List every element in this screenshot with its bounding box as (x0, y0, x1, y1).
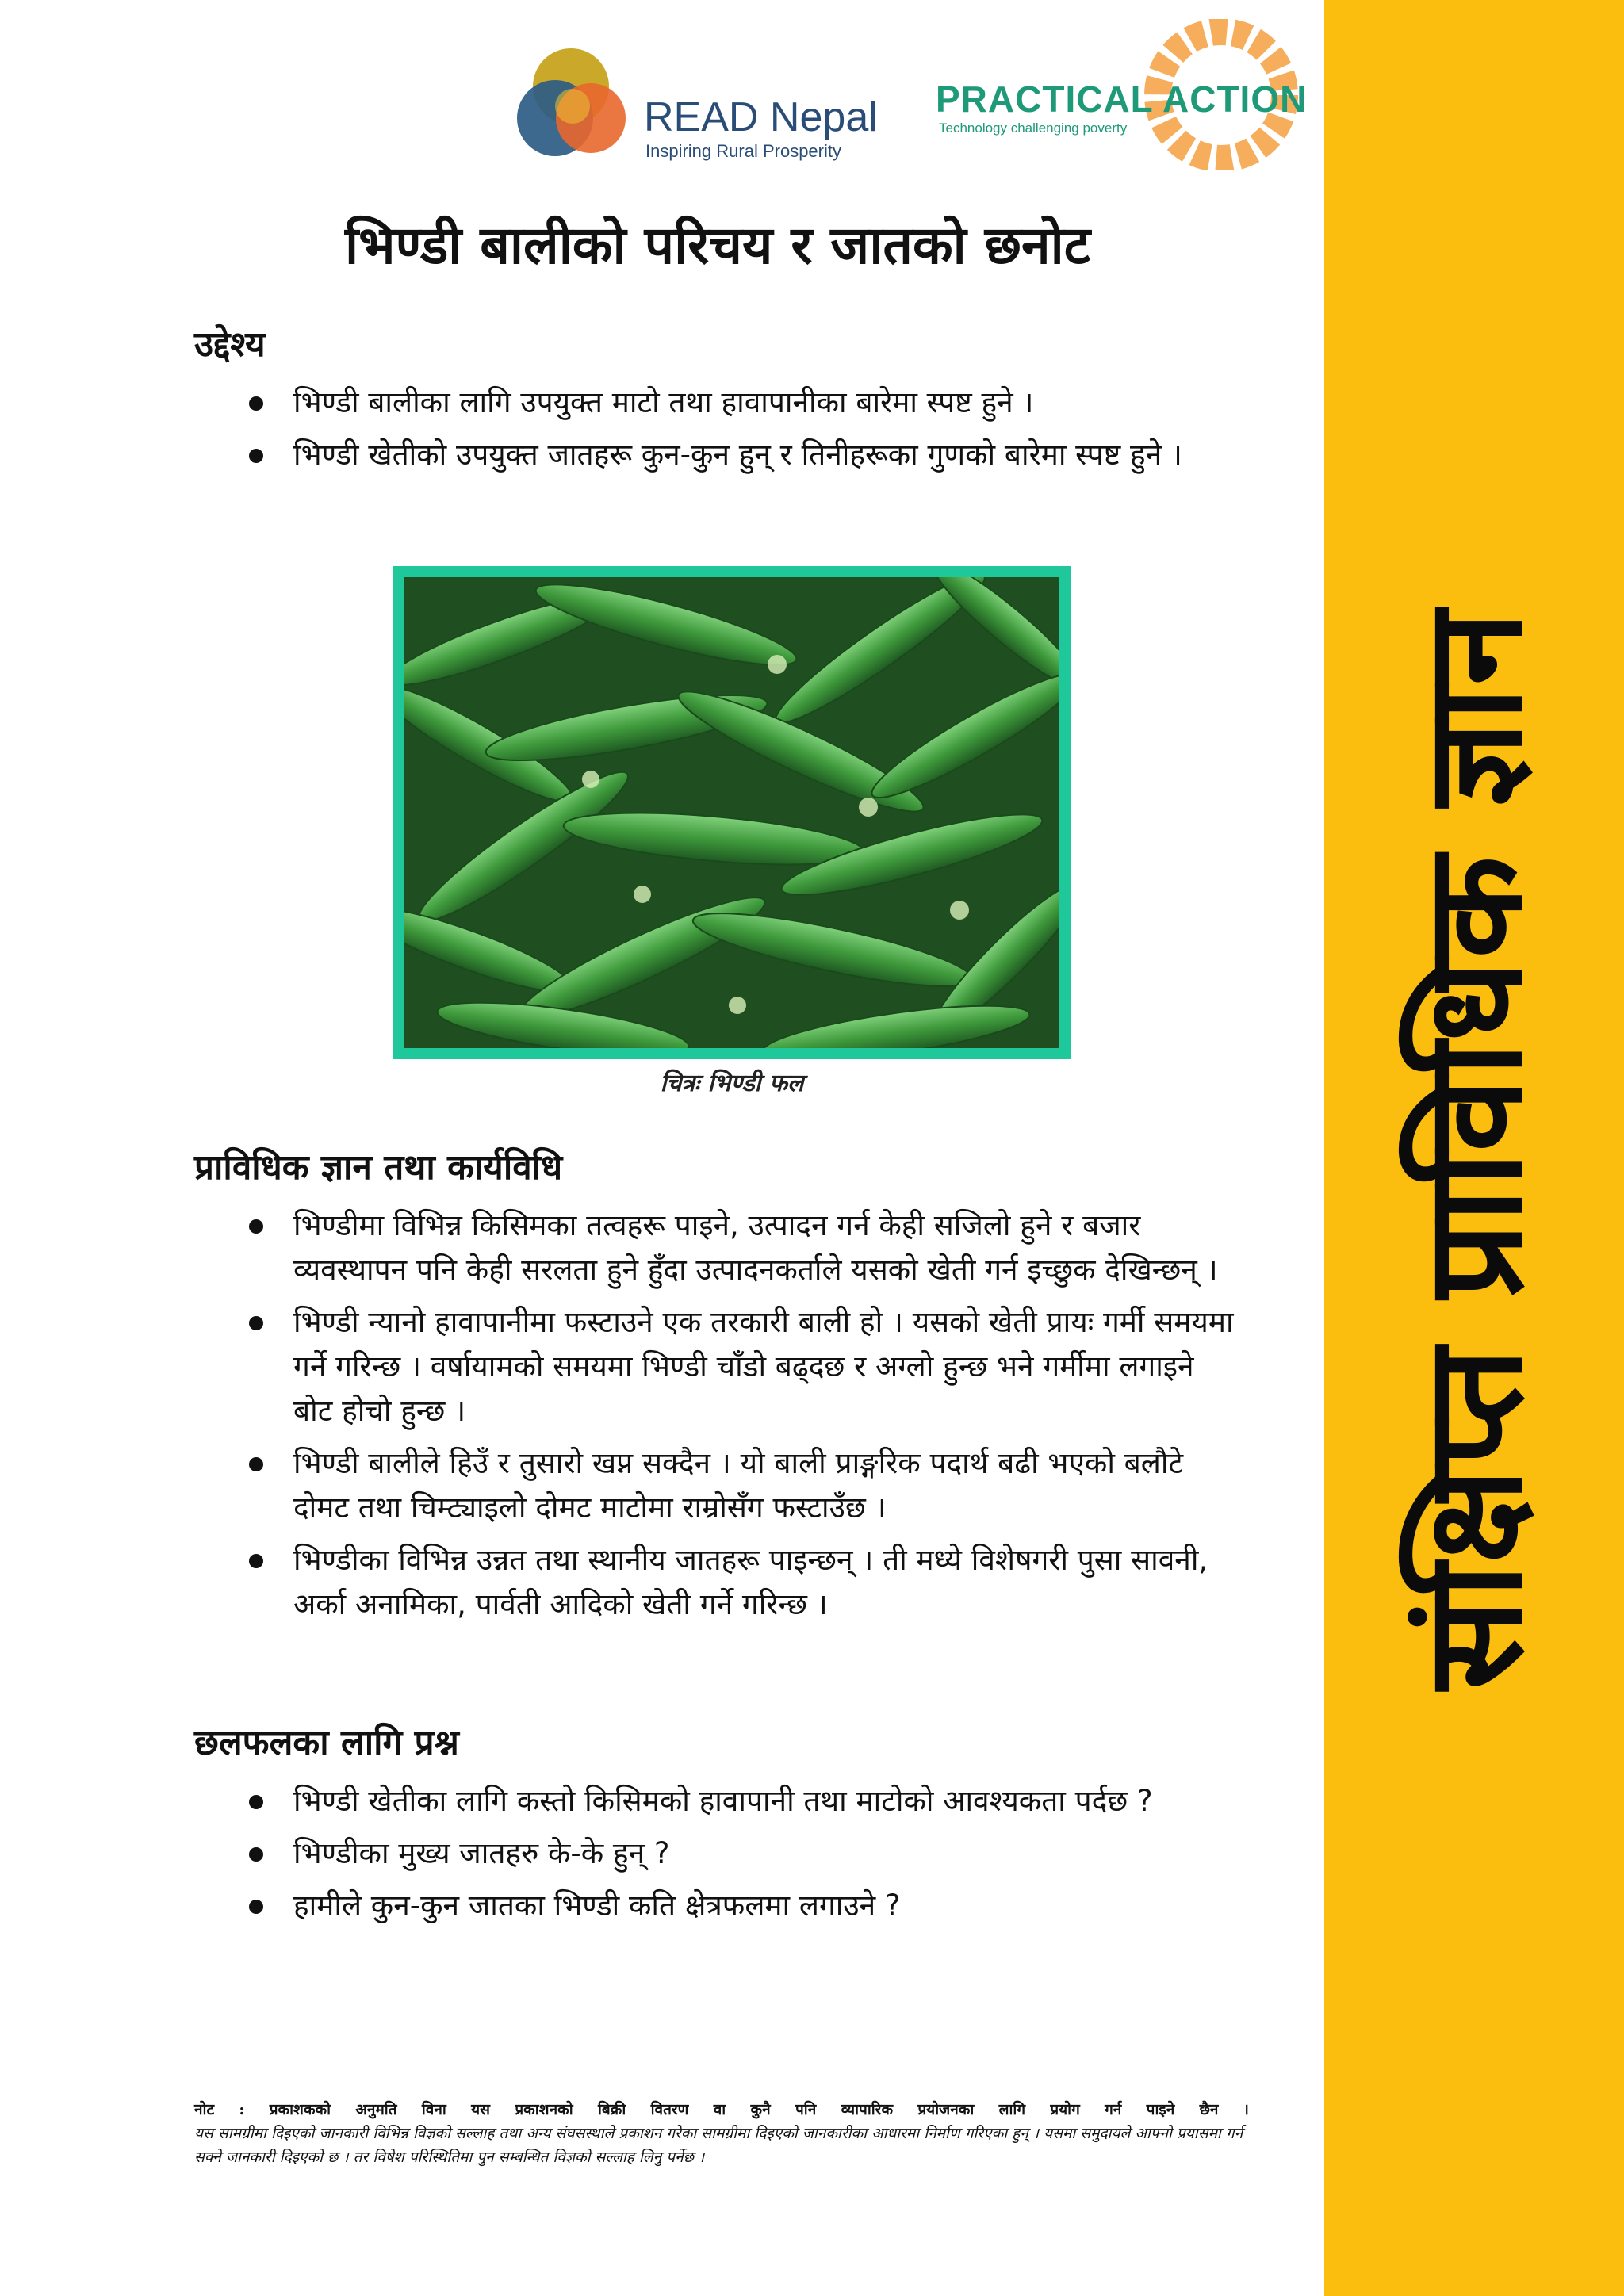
footnote (194, 2098, 1249, 2169)
technical-item: भिण्डीमा विभिन्न किसिमका तत्वहरू पाइने, उत्पादन गर्न केही सजिलो हुने र बजार व्यवस्थापन पनि केही सरलता हुने हुँदा उत्पादनकर्ताले यसको खेती गर्न इच्छुक देखिन्छन् । (293, 1203, 1249, 1292)
technical-list (194, 1203, 1249, 1627)
technical-item: भिण्डी न्यानो हावापानीमा फस्टाउने एक तरकारी बाली हो । यसको खेती प्रायः गर्मी समयमा गर्ने गरिन्छ । वर्षायामको समयमा भिण्डी चाँडो बढ्दछ र अग्लो हुन्छ भने गर्मीमा लगाइने बोट होचो हुन्छ । (293, 1300, 1249, 1433)
technical-heading: प्राविधिक ज्ञान तथा कार्यविधि (194, 1147, 563, 1188)
objective-section (194, 319, 1249, 485)
okra-photo (393, 566, 1071, 1059)
technical-item: भिण्डी बालीले हिउँ र तुसारो खप्न सक्दैन । यो बाली प्राङ्गरिक पदार्थ बढी भएको बलौटे दोमट तथा चिम्ट्याइलो दोमट माटोमा राम्रोसँग फस्टाउँछ । (293, 1441, 1249, 1530)
discussion-item: भिण्डीका मुख्य जातहरु के-के हुन् ? (293, 1831, 1249, 1876)
page-title: भिण्डी बालीको परिचय र जातको छनोट (344, 215, 1091, 276)
technical-section (194, 1142, 1249, 1635)
photo-caption: चित्रः भिण्डी फल (660, 1070, 804, 1097)
footnote-copyright: नोट : प्रकाशकको अनुमति विना यस प्रकाशनको बिक्री वितरण वा कुनै पनि व्यापारिक प्रयोजनका लागि प्रयोग गर्न पाइने छैन । (194, 2101, 1249, 2118)
footnote-disclaimer: यस सामग्रीमा दिइएको जानकारी विभिन्न विज्ञको सल्लाह तथा अन्य संघसस्थाले प्रकाशन गरेका सामग्रीमा दिइएको जानकारीका आधारमा निर्माण गरिएका हुन् । यसमा समुदायले आफ्नो प्रयासमा गर्न सक्ने जानकारी दिइएको छ । तर विषेश परिस्थितिमा पुन सम्बन्धित विज्ञको सल्लाह लिनु पर्नेछ । (194, 2125, 1243, 2166)
practical-action-name: PRACTICAL ACTION (936, 78, 1308, 120)
technical-item: भिण्डीका विभिन्न उन्नत तथा स्थानीय जातहरू पाइन्छन् । ती मध्ये विशेषगरी पुसा सावनी, अर्का अनामिका, पार्वती आदिको खेती गर्ने गरिन्छ । (293, 1538, 1249, 1627)
sidebar-vertical-title: संक्षिप्त प्राविधिक ज्ञान (1396, 609, 1552, 1690)
discussion-item: भिण्डी खेतीका लागि कस्तो किसिमको हावापानी तथा माटोको आवश्यकता पर्दछ ? (293, 1779, 1249, 1823)
discussion-list (194, 1779, 1249, 1928)
read-nepal-logo (508, 43, 888, 162)
practical-action-tagline: Technology challenging poverty (939, 121, 1128, 136)
read-nepal-name: READ Nepal (644, 94, 878, 140)
objective-heading: उद्देश्य (194, 324, 266, 365)
read-nepal-emblem-icon (508, 43, 642, 162)
practical-action-logo (936, 19, 1308, 170)
objective-item: भिण्डी बालीका लागि उपयुक्त माटो तथा हावापानीका बारेमा स्पष्ट हुने । (293, 381, 1249, 425)
sidebar-band (1324, 0, 1624, 2296)
discussion-section (194, 1717, 1249, 1936)
objective-item: भिण्डी खेतीको उपयुक्त जातहरू कुन-कुन हुन् र तिनीहरूका गुणको बारेमा स्पष्ट हुने । (293, 433, 1249, 477)
objective-list (194, 381, 1249, 477)
header-logos (508, 19, 1308, 170)
discussion-item: हामीले कुन-कुन जातका भिण्डी कति क्षेत्रफलमा लगाउने ? (293, 1884, 1249, 1928)
discussion-heading: छलफलका लागि प्रश्न (194, 1723, 459, 1763)
read-nepal-tagline: Inspiring Rural Prosperity (645, 141, 841, 161)
okra-pods-image (404, 577, 1059, 1048)
